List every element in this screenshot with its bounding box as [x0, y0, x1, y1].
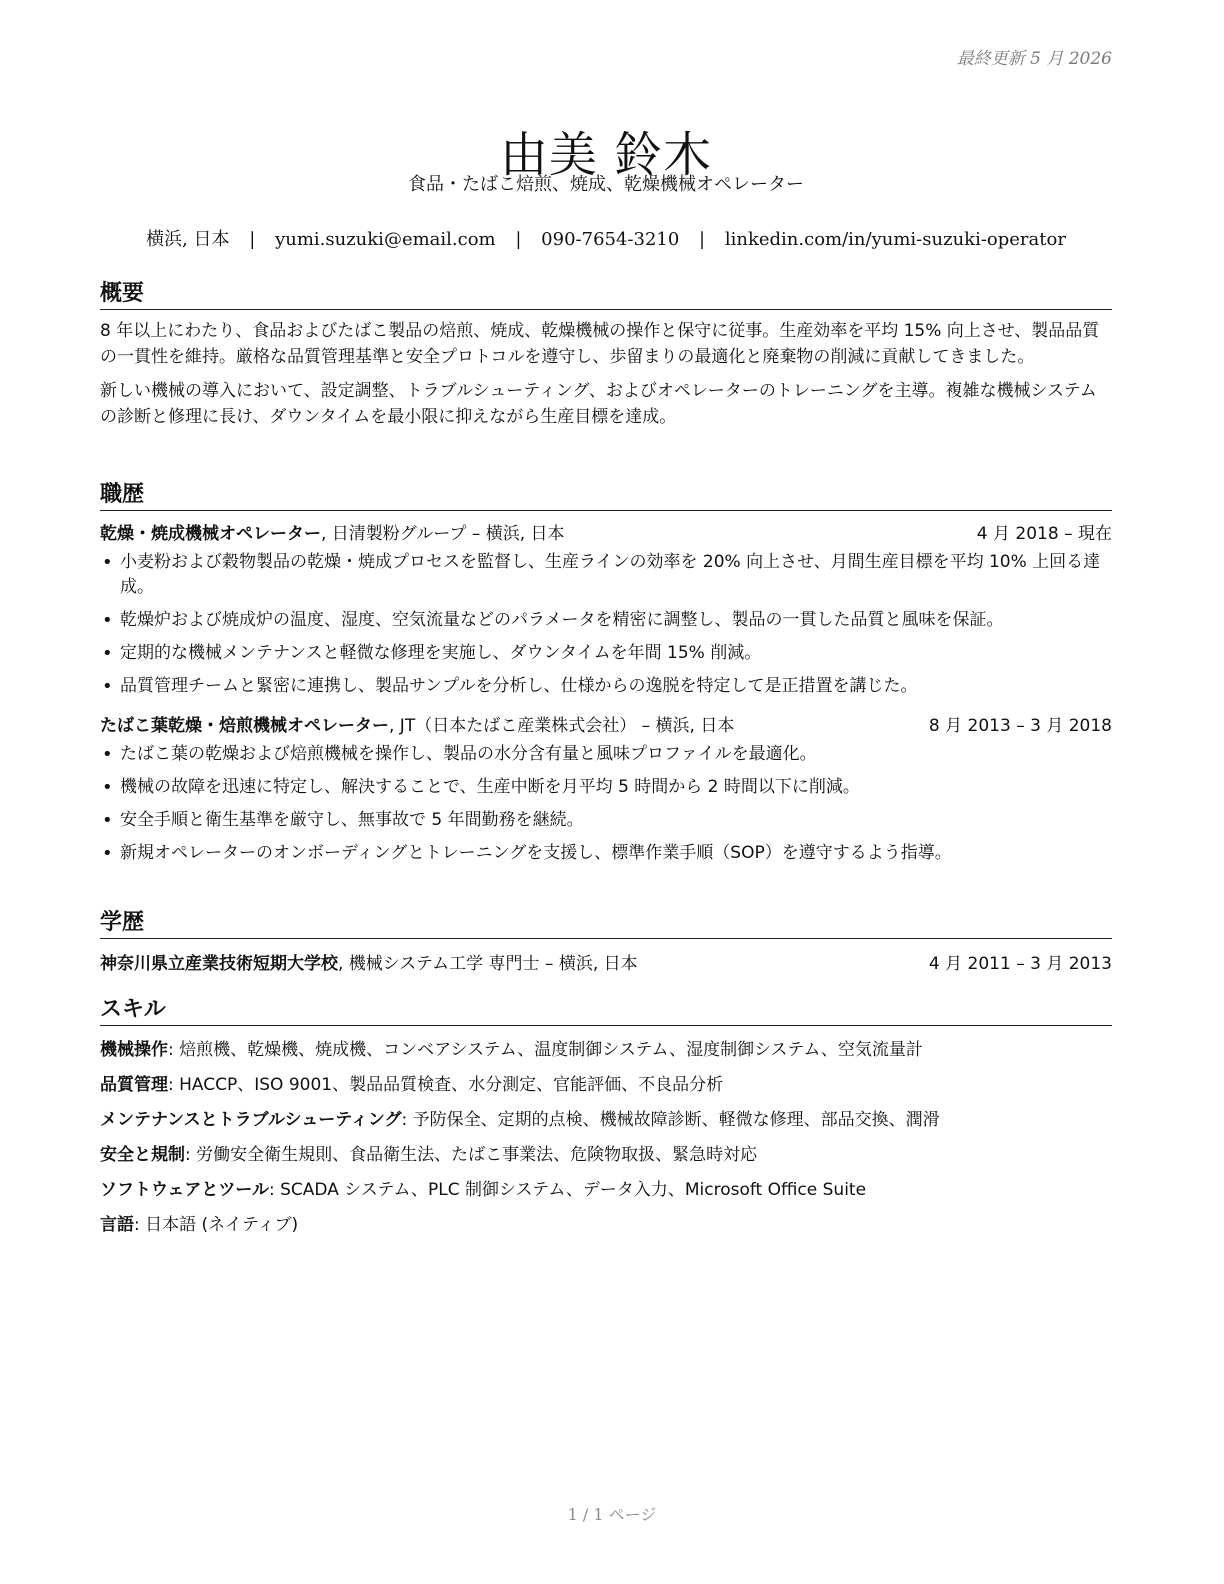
job-org: , JT（日本たばこ産業株式会社） – 横浜, 日本 [389, 716, 735, 736]
job-bullet: • 新規オペレーターのオンボーディングとトレーニングを支援し、標準作業手順（SOP）を遵守するよう指導。 [100, 841, 1112, 866]
contact-line [100, 225, 1112, 251]
job-title-org [100, 713, 734, 739]
job-bullet: • 機械の故障を迅速に特定し、解決することで、生産中断を月平均 5 時間から 2 時間以下に削減。 [100, 775, 1112, 800]
contact-phone[interactable]: 090-7654-3210 [541, 229, 680, 250]
job-bullets [100, 550, 1112, 699]
job-bullets [100, 742, 1112, 866]
education-school: 神奈川県立産業技術短期大学校 [100, 954, 338, 974]
summary-paragraph: 8 年以上にわたり、食品およびたばこ製品の焙煎、焼成、乾燥機械の操作と保守に従事。生産効率を平均 15% 向上させ、製品品質の一貫性を維持。厳格な品質管理基準と安全プロトコルを遵守し、歩留まりの最適化と廃棄物の削減に貢献してきました。 [100, 321, 1100, 367]
job-bullet: • 定期的な機械メンテナンスと軽微な修理を実施し、ダウンタイムを年間 15% 削減。 [100, 641, 1112, 666]
summary-section [100, 276, 1112, 430]
section-title-experience: 職歴 [100, 477, 1112, 511]
summary-paragraph: 新しい機械の導入において、設定調整、トラブルシューティング、およびオペレーターのトレーニングを主導。複雑な機械システムの診断と修理に長け、ダウンタイムを最小限に抑えながら生産目標を達成。 [100, 381, 1097, 427]
skill-label: 機械操作 [100, 1040, 168, 1060]
skill-value: : 予防保全、定期的点検、機械故障診断、軽微な修理、部品交換、潤滑 [401, 1110, 940, 1130]
job-bullet: • 安全手順と衛生基準を厳守し、無事故で 5 年間勤務を継続。 [100, 808, 1112, 833]
skill-line [100, 1213, 1112, 1238]
contact-separator: | [249, 229, 256, 250]
job-dates: 4 月 2018 – 現在 [976, 524, 1112, 544]
headline: 食品・たばこ焙煎、焼成、乾燥機械オペレーター [408, 174, 804, 195]
skill-label: 品質管理 [100, 1075, 168, 1095]
education-section [100, 905, 1112, 977]
skill-value: : 焙煎機、乾燥機、焼成機、コンベアシステム、温度制御システム、湿度制御システム、空気流量計 [168, 1040, 923, 1060]
contact-email[interactable]: yumi.suzuki@email.com [275, 229, 496, 250]
skills-list [100, 1038, 1112, 1238]
skill-label: 言語 [100, 1215, 134, 1235]
job-header [100, 713, 1112, 739]
job-entry [100, 521, 1112, 699]
job-dates: 8 月 2013 – 3 月 2018 [928, 716, 1112, 736]
job-org: , 日清製粉グループ – 横浜, 日本 [321, 524, 565, 544]
skill-line [100, 1108, 1112, 1133]
skill-value: : SCADA システム、PLC 制御システム、データ入力、Microsoft Office Suite [268, 1180, 867, 1200]
skill-value: : HACCP、ISO 9001、製品品質検査、水分測定、官能評価、不良品分析 [168, 1075, 724, 1095]
skill-label: 安全と規制 [100, 1145, 185, 1165]
education-detail: , 機械システム工学 専門士 – 横浜, 日本 [338, 954, 638, 974]
skill-value: : 労働安全衛生規則、食品衛生法、たばこ事業法、危険物取扱、緊急時対応 [185, 1145, 758, 1165]
contact-location: 横浜, 日本 [146, 229, 230, 250]
education-dates: 4 月 2011 – 3 月 2013 [928, 954, 1112, 974]
person-name: 由美 鈴木 [499, 127, 713, 184]
job-role: 乾燥・焼成機械オペレーター [100, 524, 321, 544]
section-title-summary: 概要 [100, 276, 1112, 310]
skill-value: : 日本語 (ネイティブ) [134, 1215, 299, 1235]
skills-section [100, 992, 1112, 1248]
experience-section [100, 477, 1112, 874]
contact-separator: | [699, 229, 706, 250]
job-title-org [100, 521, 565, 547]
job-bullet: • 乾燥炉および焼成炉の温度、湿度、空気流量などのパラメータを精密に調整し、製品の一貫した品質と風味を保証。 [100, 608, 1112, 633]
section-title-skills: スキル [100, 992, 1112, 1026]
last-updated: 最終更新 5 月 2026 [956, 49, 1112, 69]
education-entry [100, 951, 1112, 977]
skill-line [100, 1038, 1112, 1063]
skill-line [100, 1143, 1112, 1168]
education-school-detail [100, 951, 638, 977]
job-bullet: • 品質管理チームと緊密に連携し、製品サンプルを分析し、仕様からの逸脱を特定して是正措置を講じた。 [100, 674, 1112, 699]
page-number: 1 / 1 ページ [567, 1505, 657, 1524]
skill-line [100, 1073, 1112, 1098]
job-bullet: • たばこ葉の乾燥および焙煎機械を操作し、製品の水分含有量と風味プロファイルを最適化。 [100, 742, 1112, 767]
contact-separator: | [515, 229, 522, 250]
skill-label: メンテナンスとトラブルシューティング [100, 1110, 402, 1130]
section-title-education: 学歴 [100, 905, 1112, 939]
skill-line [100, 1178, 1112, 1203]
contact-linkedin[interactable]: linkedin.com/in/yumi-suzuki-operator [724, 229, 1066, 250]
job-role: たばこ葉乾燥・焙煎機械オペレーター [100, 716, 389, 736]
job-entry [100, 713, 1112, 866]
skill-label: ソフトウェアとツール [100, 1180, 269, 1200]
job-bullet: • 小麦粉および穀物製品の乾燥・焼成プロセスを監督し、生産ラインの効率を 20% 向上させ、月間生産目標を平均 10% 上回る達成。 [100, 550, 1112, 600]
job-header [100, 521, 1112, 547]
